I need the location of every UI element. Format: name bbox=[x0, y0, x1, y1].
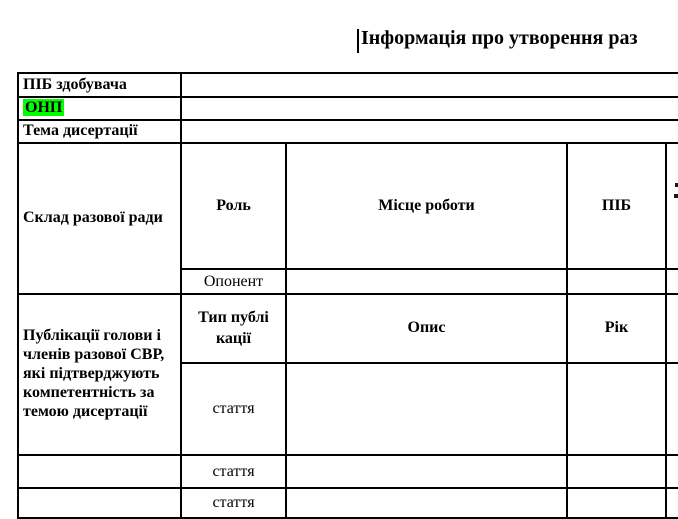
publications-header-row bbox=[18, 294, 678, 363]
publications-header-type[interactable] bbox=[181, 294, 286, 363]
highlighted-text: ОНП bbox=[25, 99, 63, 117]
publications-header-year[interactable]: Рік bbox=[567, 294, 666, 363]
council-header-name[interactable]: ПІБ bbox=[567, 143, 666, 269]
cell-council-workplace[interactable] bbox=[286, 269, 567, 294]
publications-header-type-text: Тип публікації bbox=[198, 308, 269, 347]
cell-publication-year[interactable] bbox=[567, 363, 666, 455]
table-row-onp bbox=[18, 97, 678, 120]
cell-value-pib-zdobuvacha[interactable] bbox=[181, 73, 678, 97]
cell-value-onp[interactable] bbox=[181, 97, 678, 120]
document-title[interactable]: Інформація про утворення раз bbox=[361, 27, 638, 49]
publication-row-2 bbox=[18, 455, 678, 488]
cell-publication-clipped-column[interactable] bbox=[666, 363, 678, 455]
cell-value-tema-dysertatsii[interactable] bbox=[181, 120, 678, 143]
cell-label-pib-zdobuvacha[interactable]: ПІБ здобувача bbox=[18, 73, 181, 97]
publication-row-3 bbox=[18, 488, 678, 518]
cell-label-empty[interactable] bbox=[18, 455, 181, 488]
cell-council-clipped-column[interactable] bbox=[666, 269, 678, 294]
cell-council-name[interactable] bbox=[567, 269, 666, 294]
publications-header-description[interactable]: Опис bbox=[286, 294, 567, 363]
cell-publication-type[interactable]: стаття bbox=[181, 455, 286, 488]
clipped-text-fragment bbox=[674, 194, 678, 198]
cell-publication-description[interactable] bbox=[286, 363, 567, 455]
info-table bbox=[17, 72, 678, 519]
cell-label-sklad-rady[interactable]: Склад разової ради bbox=[18, 143, 181, 294]
council-header-workplace[interactable]: Місце роботи bbox=[286, 143, 567, 269]
cell-publication-year[interactable] bbox=[567, 488, 666, 518]
cell-label-onp[interactable] bbox=[18, 97, 181, 120]
council-header-clipped-column[interactable] bbox=[666, 143, 678, 269]
cell-publication-description[interactable] bbox=[286, 455, 567, 488]
cell-publication-description[interactable] bbox=[286, 488, 567, 518]
cell-label-empty[interactable] bbox=[18, 488, 181, 518]
cell-publication-type[interactable]: стаття bbox=[181, 488, 286, 518]
cell-council-role[interactable]: Опонент bbox=[181, 269, 286, 294]
cell-publication-clipped-column[interactable] bbox=[666, 488, 678, 518]
cell-publication-year[interactable] bbox=[567, 455, 666, 488]
cell-publication-type[interactable]: стаття bbox=[181, 363, 286, 455]
cell-label-tema-dysertatsii[interactable]: Тема дисертації bbox=[18, 120, 181, 143]
text-insertion-cursor bbox=[357, 29, 359, 53]
publications-header-clipped-column[interactable] bbox=[666, 294, 678, 363]
cell-label-publikatsii[interactable]: Публікації голови і членів разової СВР, які підтверджують компетентність за темою дисертації bbox=[18, 294, 181, 455]
council-header-row bbox=[18, 143, 678, 269]
table-row-pib-zdobuvacha bbox=[18, 73, 678, 97]
cell-publication-clipped-column[interactable] bbox=[666, 455, 678, 488]
council-header-role[interactable]: Роль bbox=[181, 143, 286, 269]
table-row-tema bbox=[18, 120, 678, 143]
